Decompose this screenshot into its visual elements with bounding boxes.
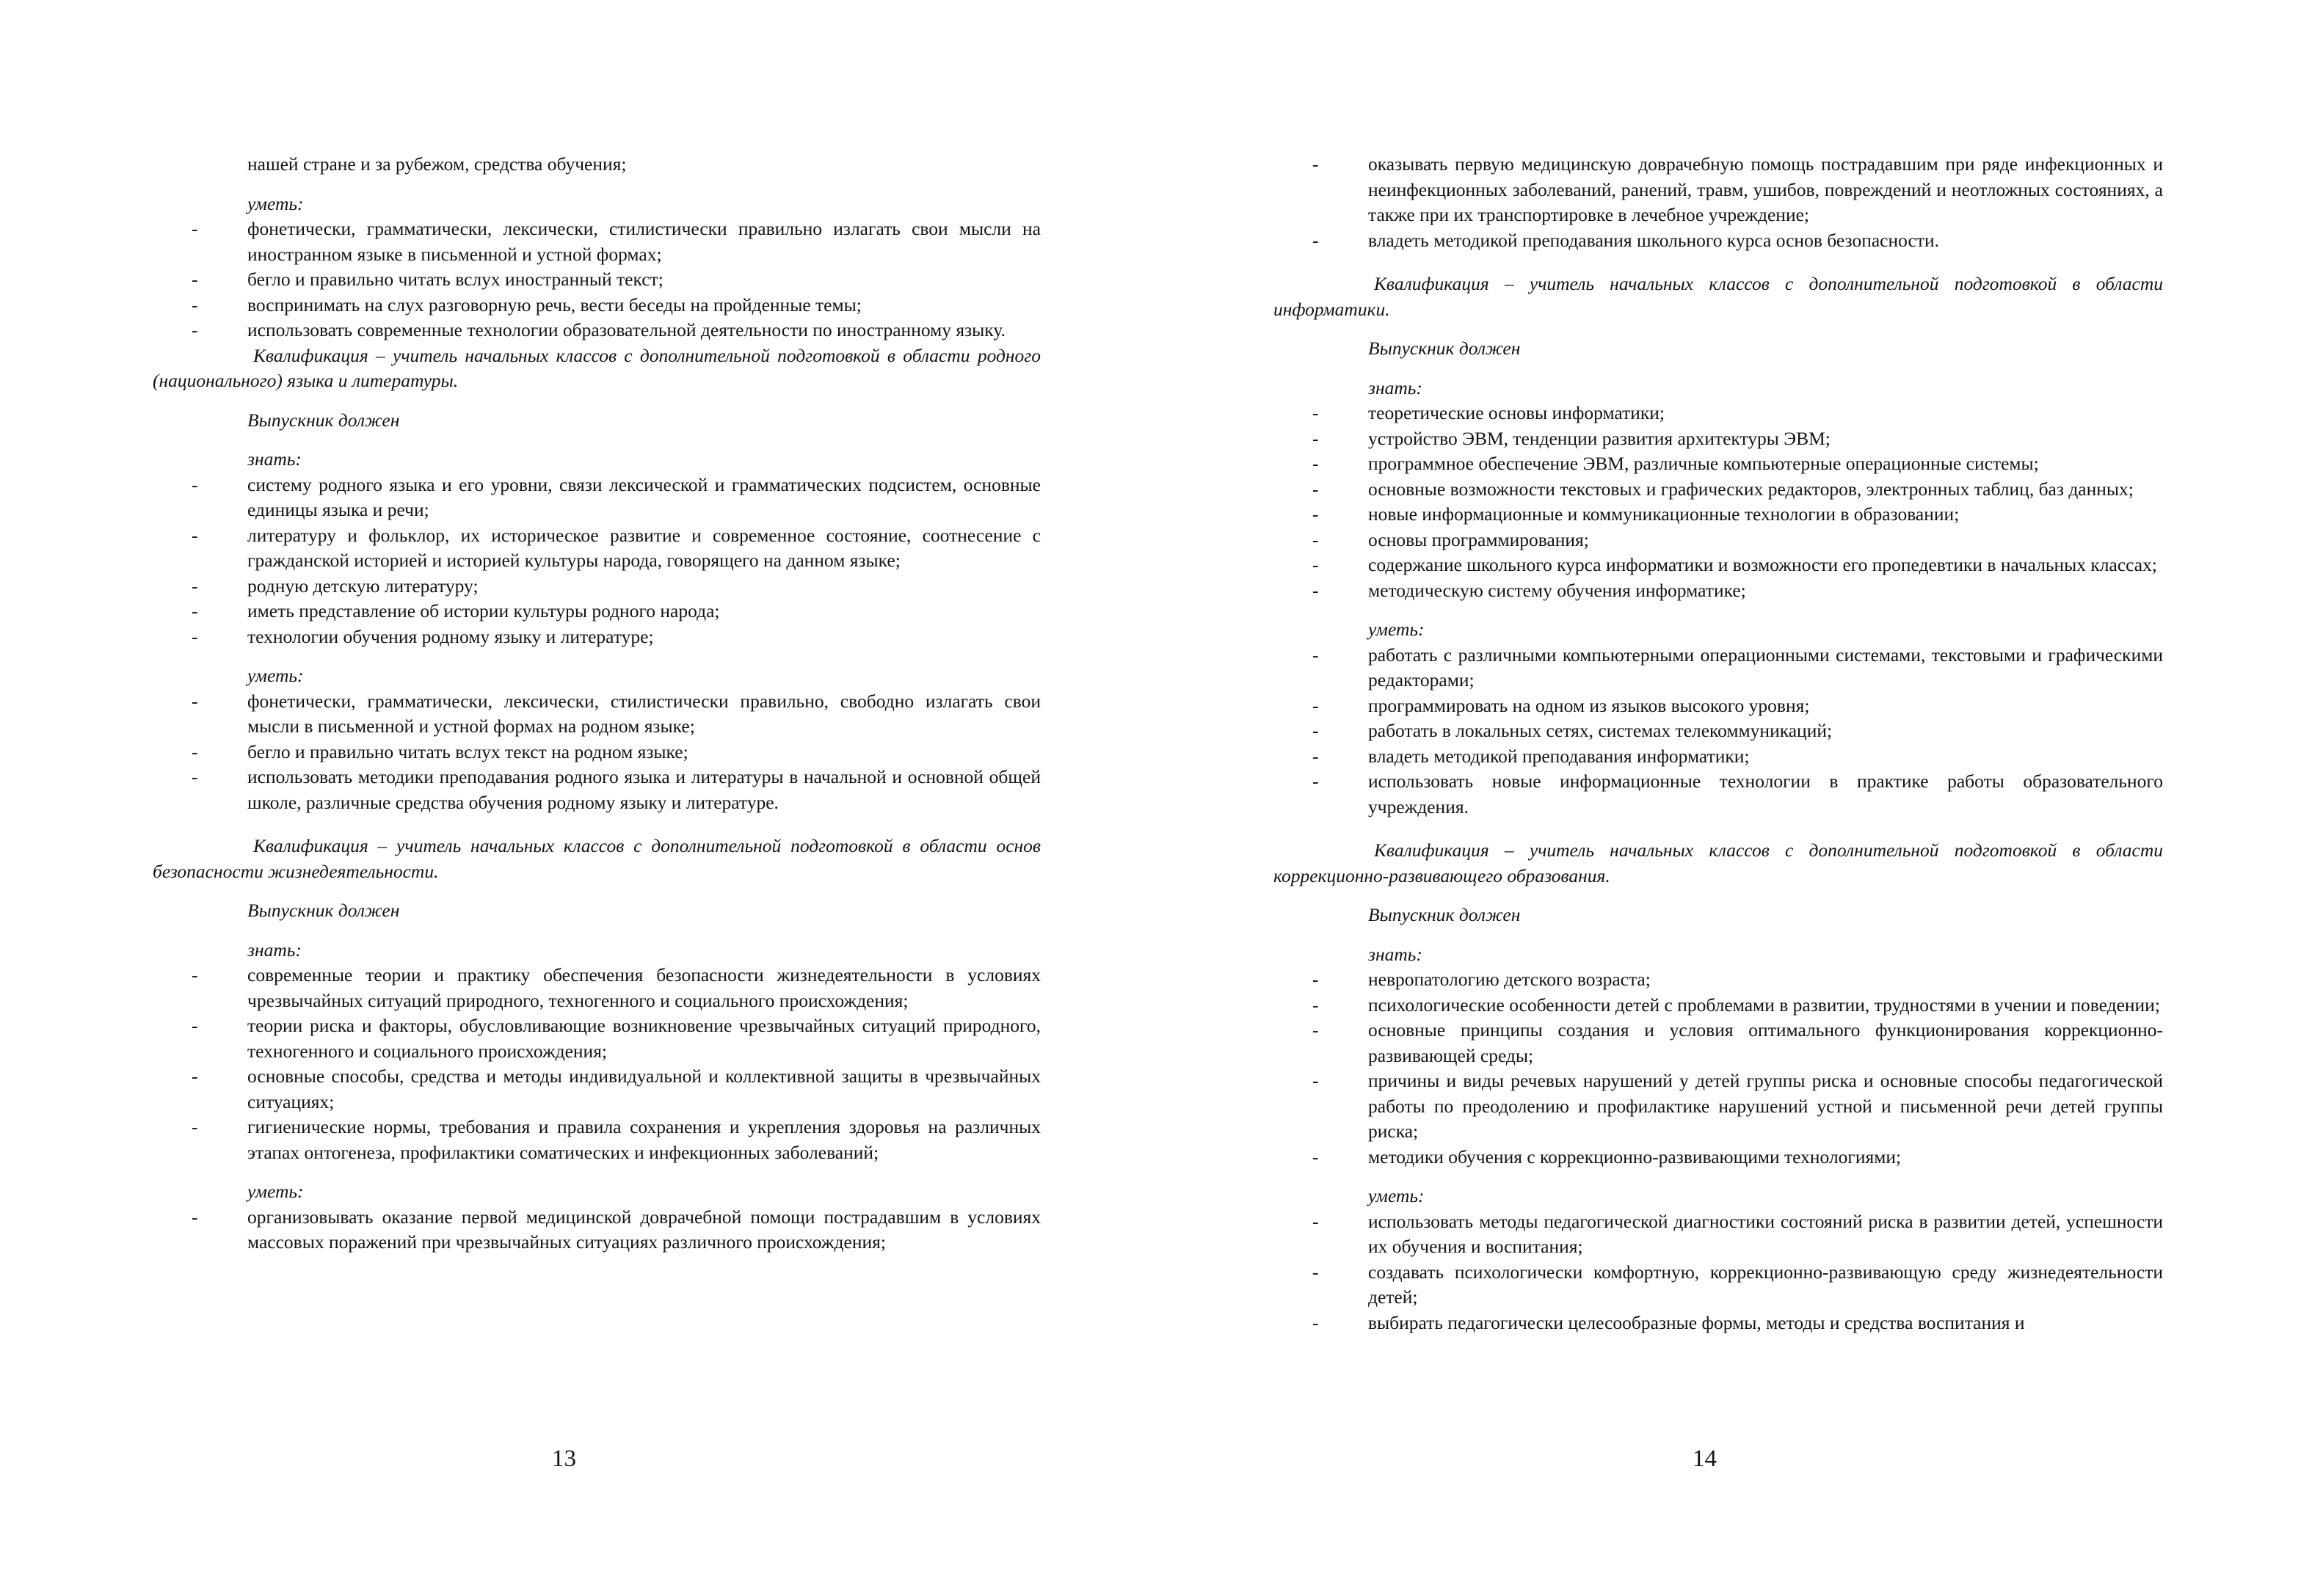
- section-label: знать:: [247, 939, 302, 961]
- list-item: [1273, 451, 2163, 477]
- dash-bullet: -: [1312, 478, 1319, 500]
- list-item: [153, 1064, 1041, 1115]
- list-item-text: методики обучения с коррекционно-развивающими технологиями;: [1368, 1145, 1902, 1167]
- dash-bullet: -: [192, 1065, 198, 1087]
- list-item-text: основы программирования;: [1368, 528, 1589, 550]
- page-14: [1156, 0, 2312, 1596]
- list-item: [153, 318, 1041, 343]
- list-item-text: использовать методики преподавания родного языка и литературы в начальной и основной общей школе, различные средства обучения родному языку и литературе.: [247, 766, 1041, 813]
- section-label: Выпускник должен: [247, 409, 400, 431]
- list-item: [1273, 769, 2163, 820]
- list-item: [153, 267, 1041, 293]
- dash-bullet: -: [1312, 528, 1319, 550]
- dash-bullet: -: [1312, 644, 1319, 666]
- qualification-heading: Квалификация – учитель начальных классов с дополнительной подготовкой в области коррекционно-развивающего образования.: [1273, 839, 2163, 886]
- qualification-heading: Квалификация – учитель начальных классов с дополнительной подготовкой в области основ безопасности жизнедеятельности.: [153, 835, 1041, 882]
- list-item-text: теоретические основы информатики;: [1368, 402, 1665, 423]
- list-item: [1273, 643, 2163, 693]
- list-item: [1273, 1311, 2163, 1336]
- list-item-text: основные способы, средства и методы индивидуальной и коллективной защиты в чрезвычайных ситуациях;: [247, 1065, 1041, 1112]
- list-item: [153, 574, 1041, 600]
- page-number: 14: [1693, 1446, 1717, 1472]
- dash-bullet: -: [192, 600, 198, 622]
- spacer: [153, 649, 1041, 663]
- list-item-text: гигиенические нормы, требования и правила сохранения и укрепления здоровья на различных этапах онтогенеза, профилактики соматических и инфекционных заболеваний;: [247, 1116, 1041, 1163]
- spacer: [1273, 889, 2163, 903]
- list-item: [1273, 477, 2163, 503]
- spacer: [153, 924, 1041, 938]
- list-item: [153, 216, 1041, 267]
- list-item-text: программное обеспечение ЭВМ, различные компьютерные операционные системы;: [1368, 453, 2039, 474]
- dash-bullet: -: [192, 524, 198, 546]
- dash-bullet: -: [192, 1206, 198, 1228]
- list-item-text: основные принципы создания и условия оптимального функционирования коррекционно-развивающей среды;: [1368, 1019, 2163, 1066]
- list-item: [1273, 1018, 2163, 1068]
- spacer: [1273, 362, 2163, 376]
- list-item: [1273, 401, 2163, 426]
- list-item-text: воспринимать на слух разговорную речь, вести беседы на пройденные темы;: [247, 294, 862, 316]
- list-item: [1273, 1068, 2163, 1145]
- list-item-text: родную детскую литературу;: [247, 575, 479, 597]
- list-item: [153, 1013, 1041, 1064]
- list-item: [1273, 993, 2163, 1019]
- section-label: знать:: [247, 448, 302, 470]
- list-item: [1273, 426, 2163, 452]
- dash-bullet: -: [192, 964, 198, 985]
- qualification-heading: Квалификация – учитель начальных классов с дополнительной подготовкой в области родного (национального) языка и литературы.: [153, 344, 1041, 391]
- list-item-text: использовать методы педагогической диагностики состояний риска в развитии детей, успешности их обучения и воспитания;: [1368, 1210, 2163, 1257]
- dash-bullet: -: [192, 473, 198, 495]
- dash-bullet: -: [1312, 1210, 1319, 1232]
- list-item-text: содержание школьного курса информатики и возможности его пропедевтики в начальных классах;: [1368, 554, 2157, 575]
- list-item-text: владеть методикой преподавания информатики;: [1368, 745, 1750, 767]
- list-item-text: использовать современные технологии образовательной деятельности по иностранному языку.: [247, 319, 1006, 340]
- spacer: [153, 1165, 1041, 1179]
- dash-bullet: -: [1312, 554, 1319, 575]
- dash-bullet: -: [1312, 1145, 1319, 1167]
- dash-bullet: -: [1312, 153, 1319, 175]
- section-label: уметь:: [247, 192, 304, 214]
- list-item: [153, 624, 1041, 650]
- list-item-text: создавать психологически комфортную, коррекционно-развивающую среду жизнедеятельности детей;: [1368, 1261, 2163, 1308]
- dash-bullet: -: [192, 740, 198, 762]
- section-label: уметь:: [247, 665, 304, 686]
- list-item-text: теории риска и факторы, обусловливающие возникновение чрезвычайных ситуаций природного, техногенного и социального происхождения;: [247, 1015, 1041, 1062]
- list-item-text: литературу и фольклор, их историческое развитие и современное состояние, соотнесение с гражданской историей и историей культуры народа, говорящего на данном языке;: [247, 524, 1041, 571]
- dash-bullet: -: [1312, 1070, 1319, 1091]
- list-item: [1273, 553, 2163, 578]
- list-item-text: владеть методикой преподавания школьного курса основ безопасности.: [1368, 229, 1939, 251]
- list-item-text: выбирать педагогически целесообразные формы, методы и средства воспитания и: [1368, 1311, 2025, 1333]
- dash-bullet: -: [1312, 770, 1319, 792]
- list-item-text: работать с различными компьютерными операционными системами, текстовыми и графическими редакторами;: [1368, 644, 2163, 690]
- spacer: [153, 884, 1041, 898]
- list-item: [153, 523, 1041, 574]
- list-item: [1273, 528, 2163, 553]
- spacer: [1273, 603, 2163, 617]
- page-14-text: [1273, 152, 2163, 1336]
- list-item-text: бегло и правильно читать вслух текст на родном языке;: [247, 740, 688, 762]
- list-item: [1273, 1260, 2163, 1311]
- spacer: [1273, 820, 2163, 838]
- list-item-text: современные теории и практику обеспечения безопасности жизнедеятельности в условиях чрезвычайных ситуаций природного, техногенного и социального происхождения;: [247, 964, 1041, 1011]
- list-item-text: использовать новые информационные технологии в практике работы образовательного учреждения.: [1368, 770, 2163, 817]
- list-item: [153, 599, 1041, 624]
- list-item: [153, 1115, 1041, 1165]
- list-item: [1273, 967, 2163, 993]
- list-item-text: работать в локальных сетях, системах телекоммуникаций;: [1368, 720, 1833, 741]
- list-item: [1273, 744, 2163, 770]
- list-item: [1273, 228, 2163, 254]
- dash-bullet: -: [1312, 579, 1319, 601]
- dash-bullet: -: [1312, 994, 1319, 1016]
- spacer: [153, 433, 1041, 447]
- dash-bullet: -: [192, 575, 198, 597]
- page-13-text: [153, 152, 1041, 1256]
- list-item: [1273, 1209, 2163, 1260]
- list-item: [153, 1205, 1041, 1256]
- list-item-text: систему родного языка и его уровни, связи лексической и грамматических подсистем, основные единицы языка и речи;: [247, 473, 1041, 520]
- list-item-text: устройство ЭВМ, тенденции развития архитектуры ЭВМ;: [1368, 427, 1831, 449]
- dash-bullet: -: [192, 625, 198, 647]
- spacer: [1273, 253, 2163, 272]
- paragraph-continuation: нашей стране и за рубежом, средства обучения;: [247, 153, 627, 175]
- dash-bullet: -: [1312, 402, 1319, 423]
- section-label: Выпускник должен: [1368, 904, 1521, 925]
- dash-bullet: -: [192, 319, 198, 340]
- list-item-text: бегло и правильно читать вслух иностранный текст;: [247, 269, 664, 290]
- spacer: [1273, 1170, 2163, 1184]
- list-item-text: причины и виды речевых нарушений у детей группы риска и основные способы педагогической работы по преодолению и профилактике нарушений устной и письменной речи детей группы риска;: [1368, 1070, 2163, 1142]
- list-item: [1273, 578, 2163, 604]
- spacer: [153, 815, 1041, 834]
- dash-bullet: -: [192, 690, 198, 712]
- dash-bullet: -: [192, 269, 198, 290]
- section-label: Выпускник должен: [1368, 338, 1521, 359]
- section-label: знать:: [1368, 376, 1422, 398]
- spacer: [153, 178, 1041, 192]
- list-item-text: методическую систему обучения информатике;: [1368, 579, 1746, 601]
- list-item-text: фонетически, грамматически, лексически, стилистически правильно излагать свои мысли на иностранном языке в письменной и устной формах;: [247, 218, 1041, 265]
- qualification-heading: Квалификация – учитель начальных классов с дополнительной подготовкой в области информатики.: [1273, 273, 2163, 320]
- list-item: [153, 473, 1041, 523]
- list-item-text: технологии обучения родному языку и литературе;: [247, 625, 654, 647]
- list-item-text: организовывать оказание первой медицинской доврачебной помощи пострадавшим в условиях массовых поражений при чрезвычайных ситуациях различного происхождения;: [247, 1206, 1041, 1253]
- list-item-text: новые информационные и коммуникационные технологии в образовании;: [1368, 503, 1960, 525]
- list-item: [153, 963, 1041, 1013]
- spacer: [1273, 322, 2163, 336]
- dash-bullet: -: [1312, 1311, 1319, 1333]
- dash-bullet: -: [192, 766, 198, 787]
- list-item: [153, 293, 1041, 318]
- section-label: уметь:: [247, 1181, 304, 1202]
- dash-bullet: -: [1312, 427, 1319, 449]
- list-item: [1273, 718, 2163, 744]
- page-number: 13: [552, 1446, 576, 1472]
- section-label: Выпускник должен: [247, 900, 400, 921]
- list-item: [1273, 693, 2163, 719]
- list-item-text: невропатологию детского возраста;: [1368, 969, 1651, 990]
- list-item-text: оказывать первую медицинскую доврачебную помощь пострадавшим при ряде инфекционных и неинфекционных заболеваний, ранений, травм, ушибов, повреждений и неотложных состояниях, а также при их транспортировке в лечебное учреждение;: [1368, 153, 2163, 225]
- dash-bullet: -: [1312, 745, 1319, 767]
- list-item-text: психологические особенности детей с проблемами в развитии, трудностями в учении и поведении;: [1368, 994, 2160, 1016]
- dash-bullet: -: [1312, 503, 1319, 525]
- list-item-text: основные возможности текстовых и графических редакторов, электронных таблиц, баз данных;: [1368, 478, 2134, 500]
- list-item: [153, 740, 1041, 765]
- dash-bullet: -: [1312, 720, 1319, 741]
- dash-bullet: -: [192, 1116, 198, 1137]
- list-item-text: фонетически, грамматически, лексически, стилистически правильно, свободно излагать свои мысли в письменной и устной формах на родном языке;: [247, 690, 1041, 737]
- list-item: [153, 689, 1041, 740]
- dash-bullet: -: [192, 218, 198, 239]
- dash-bullet: -: [192, 294, 198, 316]
- spacer: [1273, 928, 2163, 942]
- dash-bullet: -: [192, 1015, 198, 1036]
- dash-bullet: -: [1312, 229, 1319, 251]
- section-label: знать:: [1368, 943, 1422, 965]
- list-item: [1273, 152, 2163, 228]
- list-item: [153, 765, 1041, 815]
- list-item-text: программировать на одном из языков высокого уровня;: [1368, 694, 1810, 716]
- dash-bullet: -: [1312, 1019, 1319, 1041]
- list-item: [1273, 1145, 2163, 1170]
- list-item-text: иметь представление об истории культуры родного народа;: [247, 600, 720, 622]
- section-label: уметь:: [1368, 619, 1425, 640]
- dash-bullet: -: [1312, 1261, 1319, 1283]
- spacer: [153, 394, 1041, 408]
- section-label: уметь:: [1368, 1185, 1425, 1206]
- dash-bullet: -: [1312, 969, 1319, 990]
- dash-bullet: -: [1312, 694, 1319, 716]
- list-item: [1273, 502, 2163, 528]
- dash-bullet: -: [1312, 453, 1319, 474]
